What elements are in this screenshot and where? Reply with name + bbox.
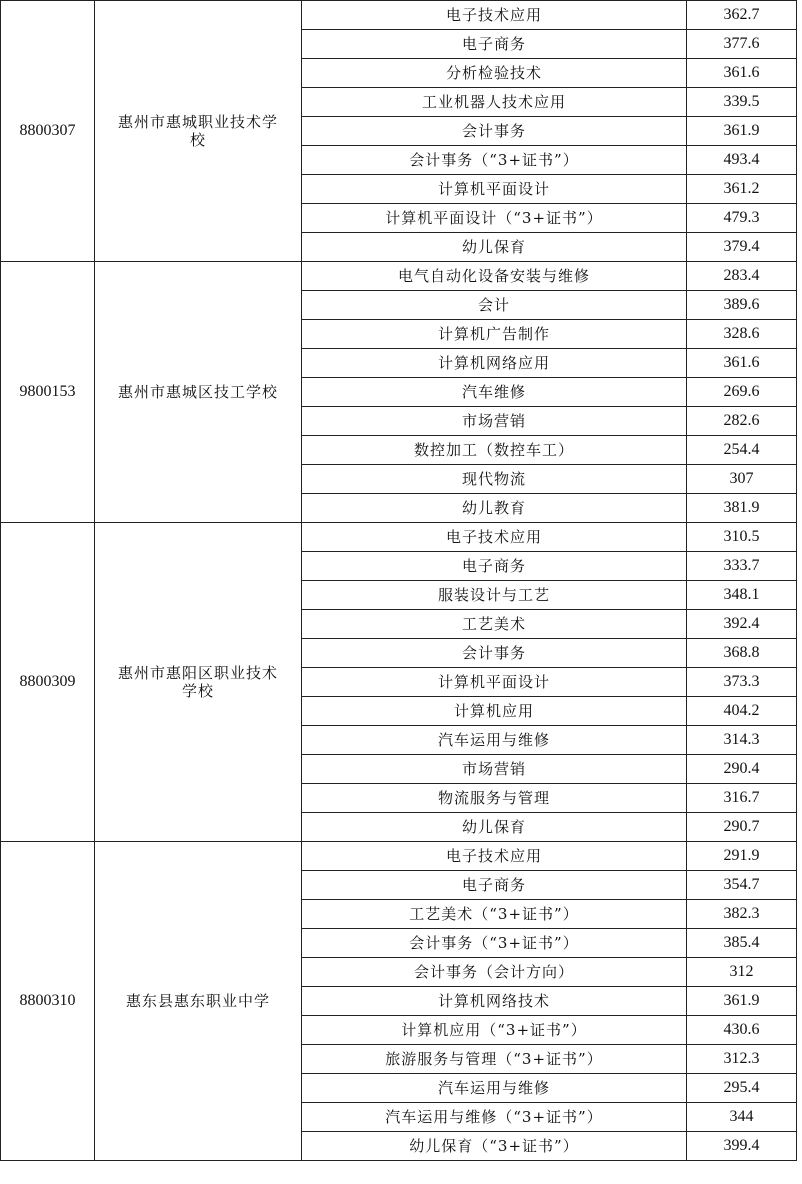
major-name: 现代物流 [302, 465, 687, 494]
min-score: 314.3 [687, 726, 797, 755]
min-score: 354.7 [687, 871, 797, 900]
min-score: 361.9 [687, 987, 797, 1016]
min-score: 295.4 [687, 1074, 797, 1103]
major-name: 分析检验技术 [302, 59, 687, 88]
min-score: 290.4 [687, 755, 797, 784]
min-score: 269.6 [687, 378, 797, 407]
min-score: 316.7 [687, 784, 797, 813]
major-name: 电子技术应用 [302, 1, 687, 30]
major-name: 幼儿保育（“3+证书”） [302, 1132, 687, 1161]
major-name: 电子商务 [302, 552, 687, 581]
min-score: 382.3 [687, 900, 797, 929]
major-name: 工艺美术 [302, 610, 687, 639]
major-name: 计算机网络技术 [302, 987, 687, 1016]
table-row [1, 842, 797, 871]
major-name: 会计事务（“3+证书”） [302, 929, 687, 958]
major-name: 电子商务 [302, 871, 687, 900]
min-score: 493.4 [687, 146, 797, 175]
major-name: 市场营销 [302, 407, 687, 436]
min-score: 361.6 [687, 349, 797, 378]
major-name: 电子技术应用 [302, 523, 687, 552]
major-name: 汽车运用与维修（“3+证书”） [302, 1103, 687, 1132]
major-name: 电子技术应用 [302, 842, 687, 871]
min-score: 348.1 [687, 581, 797, 610]
min-score: 362.7 [687, 1, 797, 30]
major-name: 工艺美术（“3+证书”） [302, 900, 687, 929]
school-name: 惠东县惠东职业中学 [95, 842, 302, 1161]
min-score: 379.4 [687, 233, 797, 262]
major-name: 工业机器人技术应用 [302, 88, 687, 117]
major-name: 数控加工（数控车工） [302, 436, 687, 465]
school-code: 8800310 [1, 842, 95, 1161]
min-score: 361.9 [687, 117, 797, 146]
min-score: 385.4 [687, 929, 797, 958]
major-name: 计算机广告制作 [302, 320, 687, 349]
major-name: 会计 [302, 291, 687, 320]
major-name: 计算机应用（“3+证书”） [302, 1016, 687, 1045]
major-name: 市场营销 [302, 755, 687, 784]
table-body [1, 1, 797, 1161]
major-name: 幼儿保育 [302, 813, 687, 842]
min-score: 312.3 [687, 1045, 797, 1074]
major-name: 计算机平面设计 [302, 668, 687, 697]
min-score: 361.2 [687, 175, 797, 204]
min-score: 373.3 [687, 668, 797, 697]
major-name: 电气自动化设备安装与维修 [302, 262, 687, 291]
min-score: 310.5 [687, 523, 797, 552]
min-score: 479.3 [687, 204, 797, 233]
major-name: 会计事务 [302, 639, 687, 668]
min-score: 361.6 [687, 59, 797, 88]
min-score: 399.4 [687, 1132, 797, 1161]
major-name: 汽车运用与维修 [302, 726, 687, 755]
min-score: 333.7 [687, 552, 797, 581]
min-score: 254.4 [687, 436, 797, 465]
min-score: 430.6 [687, 1016, 797, 1045]
major-name: 计算机平面设计 [302, 175, 687, 204]
min-score: 368.8 [687, 639, 797, 668]
major-name: 计算机网络应用 [302, 349, 687, 378]
school-code: 8800307 [1, 1, 95, 262]
min-score: 290.7 [687, 813, 797, 842]
min-score: 328.6 [687, 320, 797, 349]
min-score: 283.4 [687, 262, 797, 291]
major-name: 旅游服务与管理（“3+证书”） [302, 1045, 687, 1074]
min-score: 282.6 [687, 407, 797, 436]
major-name: 服装设计与工艺 [302, 581, 687, 610]
min-score: 344 [687, 1103, 797, 1132]
major-name: 计算机平面设计（“3+证书”） [302, 204, 687, 233]
school-name: 惠州市惠城区技工学校 [95, 262, 302, 523]
school-code: 8800309 [1, 523, 95, 842]
min-score: 392.4 [687, 610, 797, 639]
major-name: 物流服务与管理 [302, 784, 687, 813]
major-name: 幼儿教育 [302, 494, 687, 523]
major-name: 会计事务（会计方向） [302, 958, 687, 987]
min-score: 404.2 [687, 697, 797, 726]
min-score: 389.6 [687, 291, 797, 320]
school-code: 9800153 [1, 262, 95, 523]
min-score: 381.9 [687, 494, 797, 523]
school-name: 惠州市惠阳区职业技术学校 [95, 523, 302, 842]
major-name: 幼儿保育 [302, 233, 687, 262]
table-row [1, 523, 797, 552]
table-row [1, 262, 797, 291]
min-score: 377.6 [687, 30, 797, 59]
min-score: 291.9 [687, 842, 797, 871]
min-score: 312 [687, 958, 797, 987]
major-name: 电子商务 [302, 30, 687, 59]
school-name: 惠州市惠城职业技术学校 [95, 1, 302, 262]
min-score: 307 [687, 465, 797, 494]
major-name: 计算机应用 [302, 697, 687, 726]
major-name: 会计事务 [302, 117, 687, 146]
table-row [1, 1, 797, 30]
major-name: 汽车运用与维修 [302, 1074, 687, 1103]
major-name: 汽车维修 [302, 378, 687, 407]
major-name: 会计事务（“3+证书”） [302, 146, 687, 175]
min-score: 339.5 [687, 88, 797, 117]
